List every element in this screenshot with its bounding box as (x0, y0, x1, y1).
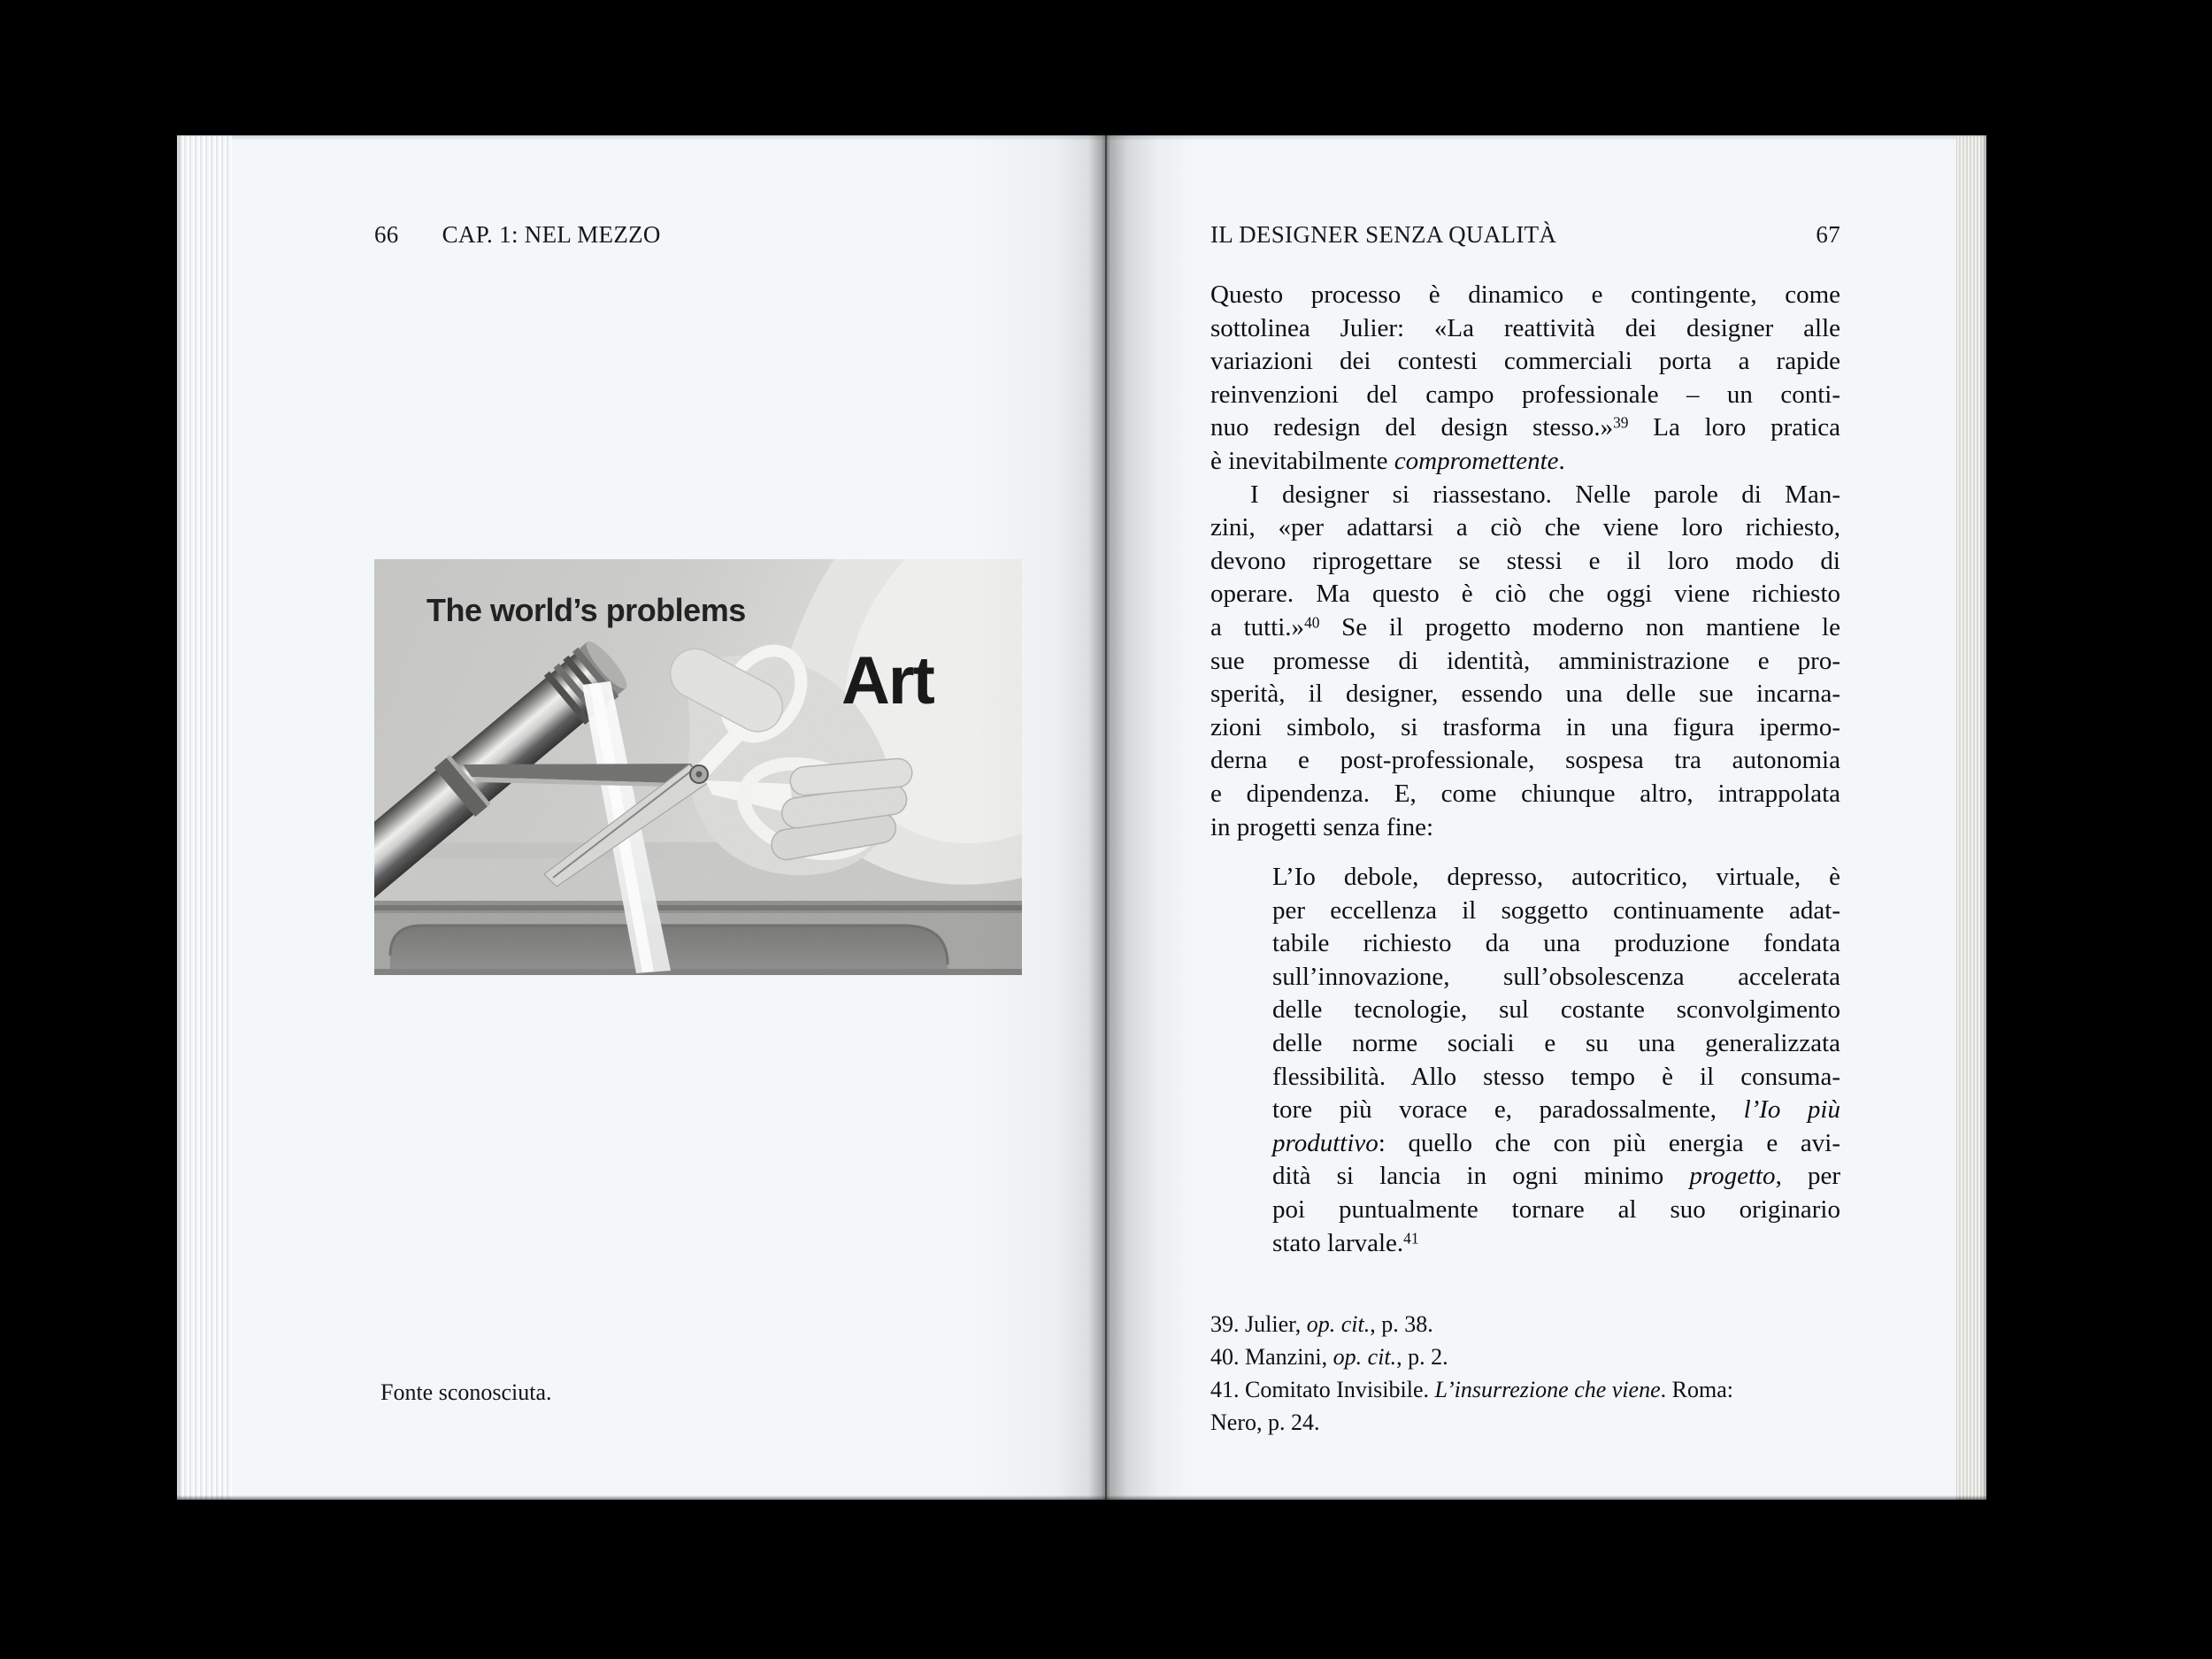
text-line (1272, 1227, 1840, 1261)
text-segment: è inevitabilmente (1210, 446, 1394, 475)
body-text-column (1210, 279, 1840, 1260)
text-segment: , p. 2. (1396, 1344, 1448, 1370)
text-segment: op. cit. (1333, 1344, 1397, 1370)
figure-meme (374, 559, 1022, 975)
text-segment: zini, «per adattarsi a ciò che viene loro richiesto, (1210, 513, 1840, 542)
text-segment: La loro pratica (1628, 413, 1841, 442)
book-spine (1105, 135, 1107, 1500)
text-line (1210, 411, 1840, 445)
text-line (1272, 1160, 1840, 1194)
text-segment: e dipendenza. E, come chiunque altro, intrappolata (1210, 779, 1840, 808)
text-segment: op. cit. (1306, 1311, 1371, 1337)
text-line (1272, 1194, 1840, 1227)
text-line (1272, 895, 1840, 928)
text-segment: produttivo (1272, 1128, 1379, 1157)
footnote-reference: 39 (1613, 413, 1629, 432)
text-segment: operare. Ma questo è ciò che oggi viene richiesto (1210, 580, 1840, 609)
text-segment: I designer si riassestano. Nelle parole di Man- (1250, 480, 1840, 509)
text-segment: flessibilità. Allo stesso tempo è il consuma- (1272, 1062, 1840, 1091)
text-segment: per eccellenza il soggetto continuamente adat- (1272, 895, 1840, 925)
text-segment: 39. Julier, (1210, 1311, 1307, 1337)
text-line (1272, 961, 1840, 995)
text-line (1210, 711, 1840, 745)
page-number-left: 66 (374, 221, 399, 248)
text-segment: variazioni dei contesti commerciali porta a rapide (1210, 347, 1840, 376)
footnote-reference: 41 (1403, 1228, 1419, 1247)
text-segment: Nero, p. 24. (1210, 1409, 1320, 1435)
text-segment: compromettente (1394, 446, 1559, 475)
paragraph (1210, 279, 1840, 479)
text-segment: 40. Manzini, (1210, 1344, 1333, 1370)
text-segment: tabile richiesto da una produzione fondata (1272, 929, 1840, 958)
figure-caption: Fonte sconosciuta. (380, 1379, 552, 1405)
text-segment: nuo redesign del design stesso.» (1210, 413, 1614, 442)
text-segment: delle norme sociali e su una generalizzata (1272, 1029, 1840, 1058)
text-line (1210, 678, 1840, 711)
text-segment: . Roma: (1660, 1377, 1733, 1402)
text-line (1272, 1027, 1840, 1061)
photo-grain (374, 559, 1022, 975)
text-line (1210, 1406, 1840, 1439)
text-line (1272, 1061, 1840, 1094)
text-segment: poi puntualmente tornare al suo originario (1272, 1195, 1840, 1225)
text-segment: sull’innovazione, sull’obsolescenza accelerata (1272, 962, 1840, 991)
text-segment: , per (1775, 1162, 1840, 1191)
text-line (1210, 1308, 1840, 1340)
page-number-right: 67 (1816, 221, 1840, 248)
chapter-title: CAP. 1: NEL MEZZO (442, 221, 661, 248)
text-segment: L’insurrezione che viene (1434, 1377, 1661, 1402)
text-segment: tore più vorace e, paradossalmente, (1272, 1095, 1744, 1125)
text-segment: sperità, il designer, essendo una delle sue incarna- (1210, 680, 1840, 709)
text-line (1210, 1373, 1840, 1406)
block-quote (1272, 861, 1840, 1260)
text-line (1272, 1127, 1840, 1161)
page-edges-left (177, 135, 232, 1500)
page-left (177, 135, 1106, 1500)
paragraph (1210, 479, 1840, 845)
text-segment: devono riprogettare se stessi e il loro modo di (1210, 546, 1840, 575)
page-right (1106, 135, 1957, 1500)
open-book (177, 135, 1986, 1500)
page-edges-right (1956, 135, 1986, 1500)
text-segment: reinvenzioni del campo professionale – un conti- (1210, 380, 1840, 409)
text-segment: Se il progetto moderno non mantiene le (1319, 612, 1840, 641)
text-segment: a tutti.» (1210, 612, 1305, 641)
text-line (1210, 811, 1840, 845)
text-segment: progetto (1689, 1162, 1776, 1191)
chapter-title-right: IL DESIGNER SENZA QUALITÀ (1210, 221, 1557, 248)
text-line (1272, 927, 1840, 961)
text-segment: l’Io più (1743, 1095, 1840, 1125)
text-segment: Questo processo è dinamico e contingente, come (1210, 280, 1840, 309)
text-segment: derna e post-professionale, sospesa tra autonomia (1210, 746, 1840, 775)
text-line (1210, 379, 1840, 412)
text-line (1210, 645, 1840, 679)
label-art: Art (841, 643, 933, 718)
text-line (1272, 1094, 1840, 1127)
text-line (1210, 445, 1840, 479)
text-line (1210, 1340, 1840, 1373)
text-line (1210, 744, 1840, 778)
text-line (1210, 345, 1840, 379)
label-worlds-problems: The world’s problems (426, 592, 746, 628)
text-line (1210, 511, 1840, 545)
text-segment: dità si lancia in ogni minimo (1272, 1162, 1690, 1191)
text-segment: 41. Comitato Invisibile. (1210, 1377, 1435, 1402)
text-line (1272, 994, 1840, 1027)
text-line (1272, 861, 1840, 895)
text-segment: in progetti senza fine: (1210, 812, 1434, 841)
text-segment: sue promesse di identità, amministrazione e pro- (1210, 646, 1840, 675)
text-segment: , p. 38. (1370, 1311, 1433, 1337)
footnotes-block (1210, 1308, 1840, 1439)
text-line (1210, 312, 1840, 346)
text-line (1210, 545, 1840, 579)
text-segment: stato larvale. (1272, 1228, 1404, 1257)
text-segment: zioni simbolo, si trasforma in una figura ipermo- (1210, 712, 1840, 741)
text-line (1210, 279, 1840, 312)
paragraph (1210, 1308, 1840, 1439)
text-line (1210, 611, 1840, 645)
text-line (1210, 479, 1840, 512)
footnote-reference: 40 (1304, 613, 1320, 632)
meme-illustration (374, 559, 1022, 975)
text-segment: sottolinea Julier: «La reattività dei designer alle (1210, 313, 1840, 342)
text-segment: delle tecnologie, sul costante sconvolgimento (1272, 995, 1840, 1025)
text-segment: : quello che con più energia e avi- (1378, 1128, 1840, 1157)
text-segment: . (1558, 446, 1565, 475)
running-header-left (374, 221, 661, 248)
text-line (1210, 578, 1840, 611)
text-line (1210, 778, 1840, 811)
text-segment: L’Io debole, depresso, autocritico, virtuale, è (1272, 863, 1840, 892)
running-header-right (1210, 221, 1840, 248)
